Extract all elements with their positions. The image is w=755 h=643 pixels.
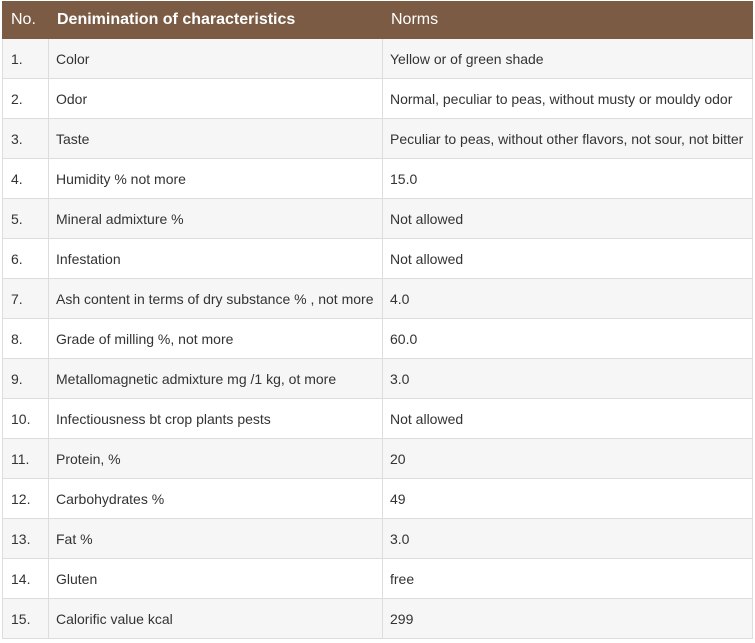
characteristic-name: Metallomagnetic admixture mg /1 kg, ot more: [49, 359, 383, 399]
table-row: [3, 279, 753, 319]
characteristics-table: [2, 1, 753, 639]
row-number: 4.: [3, 159, 49, 199]
characteristic-name: Calorific value kcal: [49, 599, 383, 639]
characteristic-name: Infectiousness bt crop plants pests: [49, 399, 383, 439]
characteristic-name: Color: [49, 39, 383, 79]
norm-value: free: [383, 559, 753, 599]
characteristic-name: Odor: [49, 79, 383, 119]
header-row: [3, 2, 753, 39]
row-number: 9.: [3, 359, 49, 399]
table-body: [3, 39, 753, 639]
characteristic-name: Infestation: [49, 239, 383, 279]
table-row: [3, 39, 753, 79]
norm-value: 49: [383, 479, 753, 519]
characteristic-name: Grade of milling %, not more: [49, 319, 383, 359]
table-row: [3, 79, 753, 119]
header-no: No.: [3, 2, 49, 39]
characteristic-name: Mineral admixture %: [49, 199, 383, 239]
row-number: 15.: [3, 599, 49, 639]
table-row: [3, 519, 753, 559]
row-number: 3.: [3, 119, 49, 159]
norm-value: 60.0: [383, 319, 753, 359]
norm-value: Yellow or of green shade: [383, 39, 753, 79]
norm-value: 3.0: [383, 359, 753, 399]
norm-value: 15.0: [383, 159, 753, 199]
table-row: [3, 119, 753, 159]
norm-value: Not allowed: [383, 199, 753, 239]
row-number: 6.: [3, 239, 49, 279]
table-header: [3, 2, 753, 39]
table-row: [3, 159, 753, 199]
row-number: 12.: [3, 479, 49, 519]
row-number: 1.: [3, 39, 49, 79]
header-characteristic: Denimination of characteristics: [49, 2, 383, 39]
table-row: [3, 239, 753, 279]
characteristic-name: Taste: [49, 119, 383, 159]
norm-value: 20: [383, 439, 753, 479]
table-row: [3, 199, 753, 239]
norm-value: 3.0: [383, 519, 753, 559]
table-row: [3, 359, 753, 399]
norm-value: Not allowed: [383, 399, 753, 439]
row-number: 14.: [3, 559, 49, 599]
table-row: [3, 559, 753, 599]
table-row: [3, 319, 753, 359]
header-norms: Norms: [383, 2, 753, 39]
characteristic-name: Humidity % not more: [49, 159, 383, 199]
table-row: [3, 439, 753, 479]
row-number: 7.: [3, 279, 49, 319]
row-number: 8.: [3, 319, 49, 359]
row-number: 2.: [3, 79, 49, 119]
characteristic-name: Gluten: [49, 559, 383, 599]
characteristic-name: Fat %: [49, 519, 383, 559]
norm-value: Not allowed: [383, 239, 753, 279]
norm-value: 299: [383, 599, 753, 639]
norm-value: 4.0: [383, 279, 753, 319]
characteristic-name: Ash content in terms of dry substance % , not more: [49, 279, 383, 319]
characteristic-name: Protein, %: [49, 439, 383, 479]
characteristic-name: Carbohydrates %: [49, 479, 383, 519]
norm-value: Peculiar to peas, without other flavors, not sour, not bitter: [383, 119, 753, 159]
row-number: 5.: [3, 199, 49, 239]
row-number: 13.: [3, 519, 49, 559]
table-row: [3, 399, 753, 439]
norm-value: Normal, peculiar to peas, without musty or mouldy odor: [383, 79, 753, 119]
row-number: 10.: [3, 399, 49, 439]
table-row: [3, 479, 753, 519]
row-number: 11.: [3, 439, 49, 479]
table-row: [3, 599, 753, 639]
